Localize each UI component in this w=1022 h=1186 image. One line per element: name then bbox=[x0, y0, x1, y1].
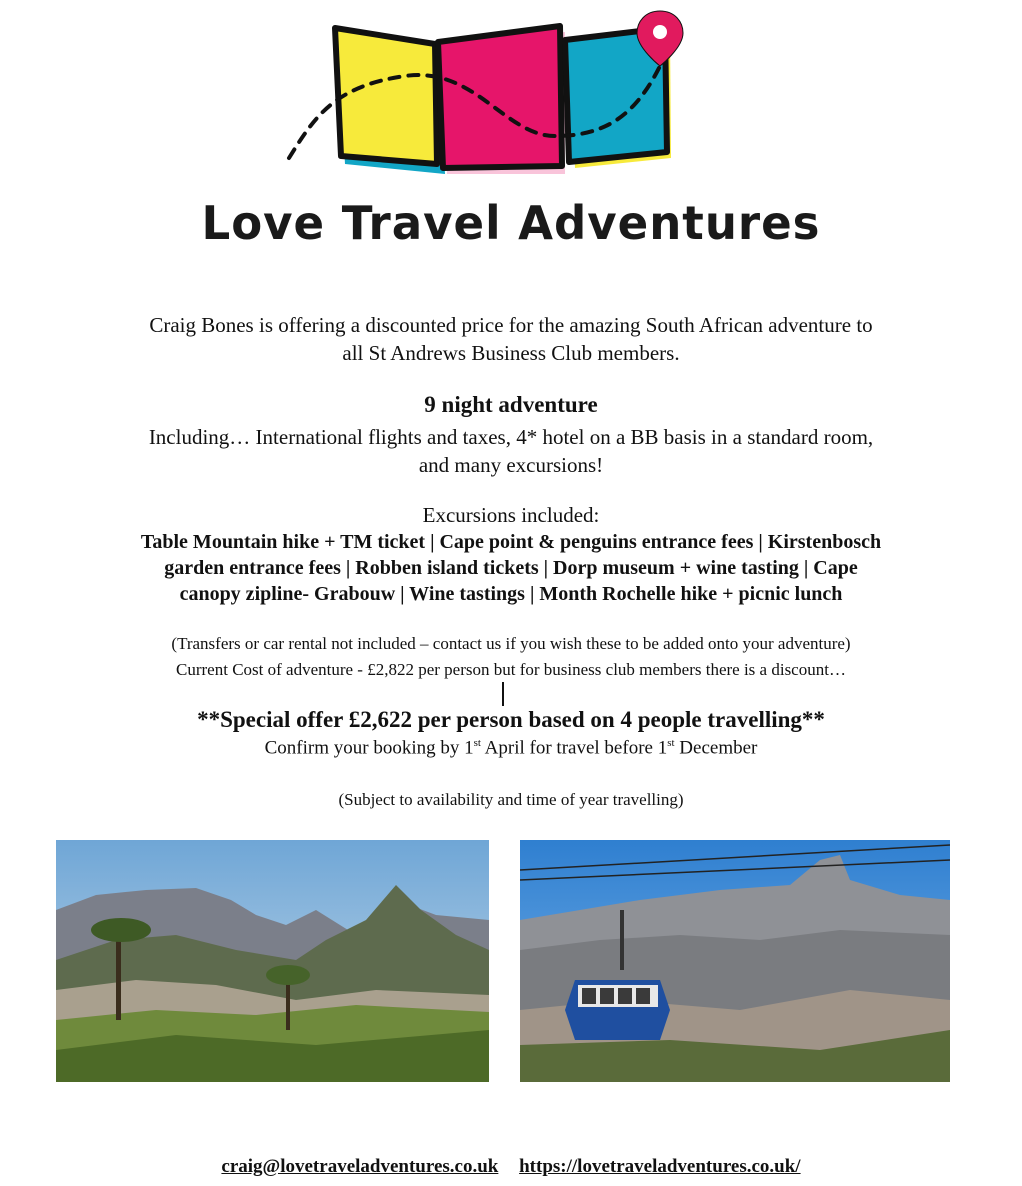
pricing-notes bbox=[0, 631, 1022, 683]
confirm-text-c: December bbox=[674, 737, 758, 759]
website-link[interactable]: https://lovetraveladventures.co.uk/ bbox=[519, 1156, 801, 1177]
includes-line-1: Including… International flights and taxes, 4* hotel on a BB basis in a standard room, bbox=[148, 425, 874, 449]
contact-links bbox=[0, 1156, 1022, 1178]
confirm-text-b: April for travel before 1 bbox=[480, 737, 668, 759]
includes-line-2: and many excursions! bbox=[418, 453, 604, 477]
excursions-list bbox=[0, 529, 1022, 607]
transfers-note: (Transfers or car rental not included – contact us if you wish these to be added onto your adventure) bbox=[171, 634, 851, 653]
text-cursor bbox=[502, 682, 504, 706]
table-mountain-cable-car-photo bbox=[520, 840, 950, 1082]
current-cost: Current Cost of adventure - £2,822 per person but for business club members there is a discount… bbox=[176, 660, 846, 679]
confirm-booking bbox=[0, 737, 1022, 759]
intro-line-2: all St Andrews Business Club members. bbox=[342, 341, 680, 365]
cape-town-lions-head-photo bbox=[56, 840, 489, 1082]
subject-note: (Subject to availability and time of year travelling) bbox=[338, 790, 684, 809]
ordinal-suffix-1: st bbox=[473, 737, 481, 749]
package-title: 9 night adventure bbox=[424, 392, 598, 417]
confirm-text-a: Confirm your booking by 1 bbox=[264, 737, 474, 759]
intro-text bbox=[0, 311, 1022, 367]
email-link[interactable]: craig@lovetraveladventures.co.uk bbox=[221, 1156, 499, 1177]
brand-name: Love Travel Adventures bbox=[201, 196, 821, 250]
package-includes bbox=[0, 423, 1022, 479]
excursions-heading: Excursions included: bbox=[422, 503, 600, 527]
excursions-line-3: canopy zipline- Grabouw | Wine tastings | Month Rochelle hike + picnic lunch bbox=[179, 583, 843, 605]
intro-line-1: Craig Bones is offering a discounted price for the amazing South African adventure to bbox=[149, 313, 873, 337]
special-offer: **Special offer £2,622 per person based on 4 people travelling** bbox=[197, 707, 825, 732]
excursions-line-2: garden entrance fees | Robben island tickets | Dorp museum + wine tasting | Cape bbox=[164, 557, 858, 579]
excursions-line-1: Table Mountain hike + TM ticket | Cape point & penguins entrance fees | Kirstenbosch bbox=[140, 531, 882, 553]
ordinal-suffix-2: st bbox=[667, 737, 675, 749]
